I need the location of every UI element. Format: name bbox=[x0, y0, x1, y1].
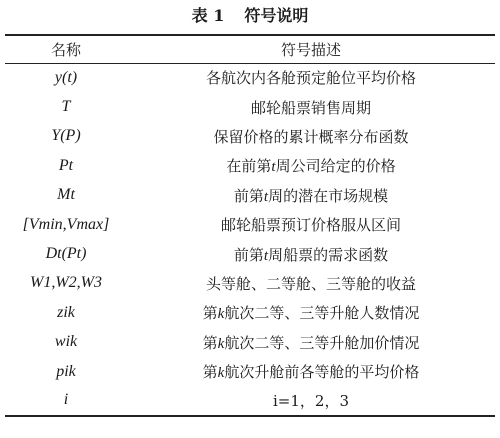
symbol-cell bbox=[5, 357, 127, 386]
description-variable: t bbox=[263, 247, 269, 264]
symbol: y(t) bbox=[54, 68, 78, 86]
description-prefix: 第 bbox=[202, 363, 218, 382]
table-row bbox=[5, 181, 495, 210]
description-suffix: 周船票的需求函数 bbox=[268, 245, 389, 264]
description: 头等舱、二等舱、三等舱的收益 bbox=[205, 274, 416, 293]
symbol: T bbox=[61, 98, 71, 116]
header-description: 符号描述 bbox=[127, 35, 495, 63]
description-prefix: 前第 bbox=[233, 245, 264, 264]
symbol-cell bbox=[5, 269, 127, 298]
description-cell bbox=[127, 63, 495, 92]
symbol-cell bbox=[5, 239, 127, 268]
symbol: pik bbox=[56, 362, 76, 380]
description-suffix: 周公司给定的价格 bbox=[275, 157, 396, 176]
table-title: 符号说明 bbox=[244, 6, 309, 25]
symbol-cell bbox=[5, 92, 127, 121]
symbol: [Vmin,Vmax] bbox=[22, 215, 110, 233]
description-variable: k bbox=[217, 365, 225, 382]
description: i=1，2，3 bbox=[273, 391, 349, 410]
description-cell bbox=[127, 210, 495, 239]
header-name: 名称 bbox=[5, 35, 127, 63]
description: 邮轮船票销售周期 bbox=[250, 98, 371, 117]
description-prefix: 第 bbox=[202, 304, 218, 323]
description-cell bbox=[127, 386, 495, 415]
description-cell bbox=[127, 151, 495, 180]
description: 邮轮船票预订价格服从区间 bbox=[220, 216, 401, 235]
symbol-cell bbox=[5, 181, 127, 210]
symbol-cell bbox=[5, 210, 127, 239]
table-row bbox=[5, 328, 495, 357]
description-cell bbox=[127, 181, 495, 210]
symbol: W1,W2,W3 bbox=[30, 274, 102, 292]
symbol: zik bbox=[57, 303, 75, 321]
description: 各航次内各舱预定舱位平均价格 bbox=[205, 69, 416, 88]
table-row bbox=[5, 386, 495, 415]
symbol: Mt bbox=[57, 186, 75, 204]
table-row bbox=[5, 239, 495, 268]
table-row bbox=[5, 357, 495, 386]
table-row bbox=[5, 151, 495, 180]
table-row bbox=[5, 269, 495, 298]
symbol-cell bbox=[5, 151, 127, 180]
description-prefix: 第 bbox=[202, 333, 218, 352]
symbol-cell bbox=[5, 386, 127, 415]
table-row bbox=[5, 298, 495, 327]
symbol: Dt(Pt) bbox=[45, 245, 87, 263]
symbol-cell bbox=[5, 298, 127, 327]
description-variable: k bbox=[217, 306, 225, 323]
symbol-cell bbox=[5, 63, 127, 92]
symbol-cell bbox=[5, 122, 127, 151]
description-cell bbox=[127, 269, 495, 298]
description-variable: t bbox=[263, 188, 269, 205]
table-row bbox=[5, 122, 495, 151]
description-cell bbox=[127, 122, 495, 151]
symbol: Y(P) bbox=[51, 127, 81, 145]
description: 保留价格的累计概率分布函数 bbox=[213, 127, 409, 146]
description-prefix: 前第 bbox=[233, 186, 264, 205]
description-variable: t bbox=[271, 159, 276, 176]
description-suffix: 航次二等、三等升舱加价情况 bbox=[224, 333, 420, 352]
symbol: i bbox=[63, 391, 69, 409]
table-row bbox=[5, 63, 495, 92]
symbol-table bbox=[5, 34, 495, 417]
symbol-cell bbox=[5, 328, 127, 357]
description-variable: k bbox=[217, 335, 225, 352]
table-row bbox=[5, 210, 495, 239]
description-cell bbox=[127, 92, 495, 121]
table-caption bbox=[0, 6, 500, 26]
description-cell bbox=[127, 239, 495, 268]
description-cell bbox=[127, 298, 495, 327]
description-prefix: 在前第 bbox=[226, 157, 272, 176]
description-cell bbox=[127, 357, 495, 386]
table-header-row bbox=[5, 35, 495, 63]
table-number: 表 1 bbox=[191, 6, 225, 25]
description-suffix: 航次升舱前各等舱的平均价格 bbox=[224, 363, 420, 382]
symbol: Pt bbox=[58, 156, 74, 174]
symbol: wik bbox=[54, 333, 78, 351]
description-cell bbox=[127, 328, 495, 357]
description-suffix: 周的潜在市场规模 bbox=[268, 186, 389, 205]
description-suffix: 航次二等、三等升舱人数情况 bbox=[224, 304, 420, 323]
table-row bbox=[5, 92, 495, 121]
